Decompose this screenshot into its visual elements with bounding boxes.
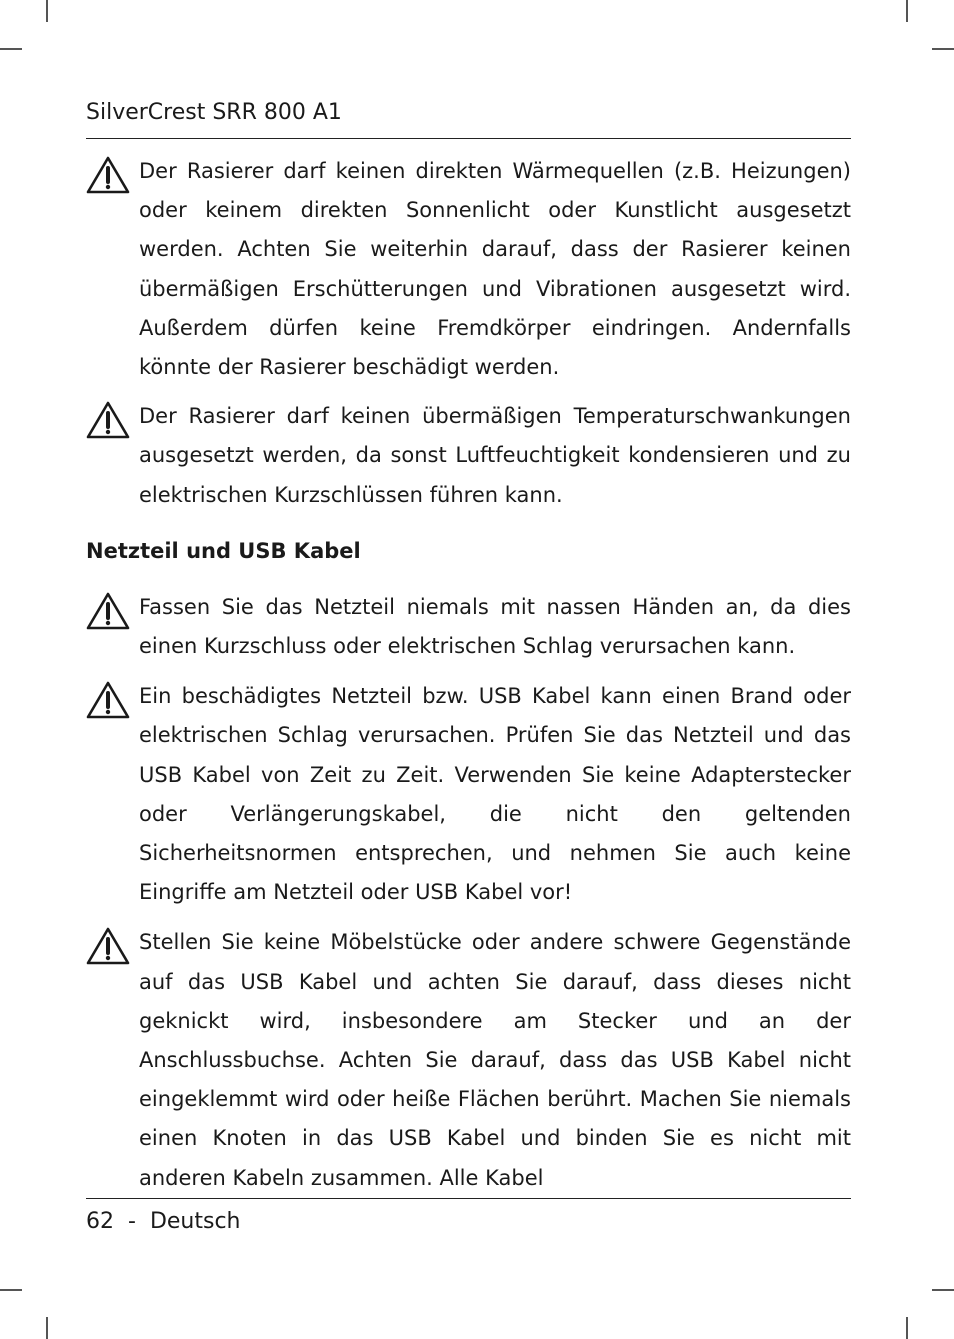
crop-mark [46, 1317, 48, 1339]
crop-mark [0, 1289, 22, 1291]
page-number: 62 [86, 1209, 114, 1234]
warning-block [86, 677, 851, 912]
warning-block [86, 152, 851, 387]
document-title: SilverCrest SRR 800 A1 [86, 100, 342, 125]
footer-language: Deutsch [149, 1209, 241, 1234]
footer-text [86, 1207, 241, 1237]
warning-text: Der Rasierer darf keinen direkten Wärmequellen (z.B. Heizungen) oder keinem direkten Sonnenlicht oder Kunstlicht ausgesetzt werden. Achten Sie weiterhin darauf, dass der Rasierer keinen übermäßigen Erschütterungen und Vibrationen ausgesetzt wird. Außerdem dürfen keine Fremdkörper eindringen. Andernfalls könnte der Rasierer beschädigt werden. [139, 159, 851, 380]
section-heading: Netzteil und USB Kabel [86, 538, 361, 563]
crop-mark [906, 0, 908, 22]
crop-mark [0, 48, 22, 50]
warning-text: Fassen Sie das Netzteil niemals mit nassen Händen an, da dies einen Kurzschluss oder elektrischen Schlag verursachen kann. [139, 594, 851, 659]
warning-triangle-icon [86, 401, 130, 439]
warning-triangle-icon [86, 592, 130, 630]
warning-triangle-icon [86, 927, 130, 965]
warning-text: Ein beschädigtes Netzteil bzw. USB Kabel kann einen Brand oder elektrischen Schlag verursachen. Prüfen Sie das Netzteil und das USB Kabel von Zeit zu Zeit. Verwenden Sie keine Adapterstecker oder Verlängerungskabel, die nicht den geltenden Sicherheitsnormen entsprechen, und nehmen Sie auch keine Eingriffe am Netzteil oder USB Kabel vor! [139, 684, 851, 905]
crop-mark [46, 0, 48, 22]
warning-block [86, 923, 851, 1197]
page-footer [86, 1198, 851, 1239]
crop-mark [932, 48, 954, 50]
warning-text: Stellen Sie keine Möbelstücke oder andere schwere Gegenstände auf das USB Kabel und achten Sie darauf, dass dieses nicht geknickt wird, insbesondere am Stecker und an der Anschlussbuchse. Achten Sie darauf, dass das USB Kabel nicht eingeklemmt wird oder heiße Flächen berührt. Machen Sie niemals einen Knoten in das USB Kabel und binden Sie es nicht mit anderen Kabeln zusammen. Alle Kabel [139, 930, 851, 1190]
warning-triangle-icon [86, 156, 130, 194]
page-content [86, 152, 851, 1198]
crop-mark [906, 1317, 908, 1339]
crop-mark [932, 1289, 954, 1291]
warning-block [86, 397, 851, 515]
footer-separator: - [128, 1209, 136, 1234]
warning-text: Der Rasierer darf keinen übermäßigen Temperaturschwankungen ausgesetzt werden, da sonst Luftfeuchtigkeit kondensieren und zu elektrischen Kurzschlüssen führen kann. [139, 404, 851, 507]
warning-block [86, 588, 851, 666]
page-header [86, 98, 851, 139]
warning-triangle-icon [86, 681, 130, 719]
